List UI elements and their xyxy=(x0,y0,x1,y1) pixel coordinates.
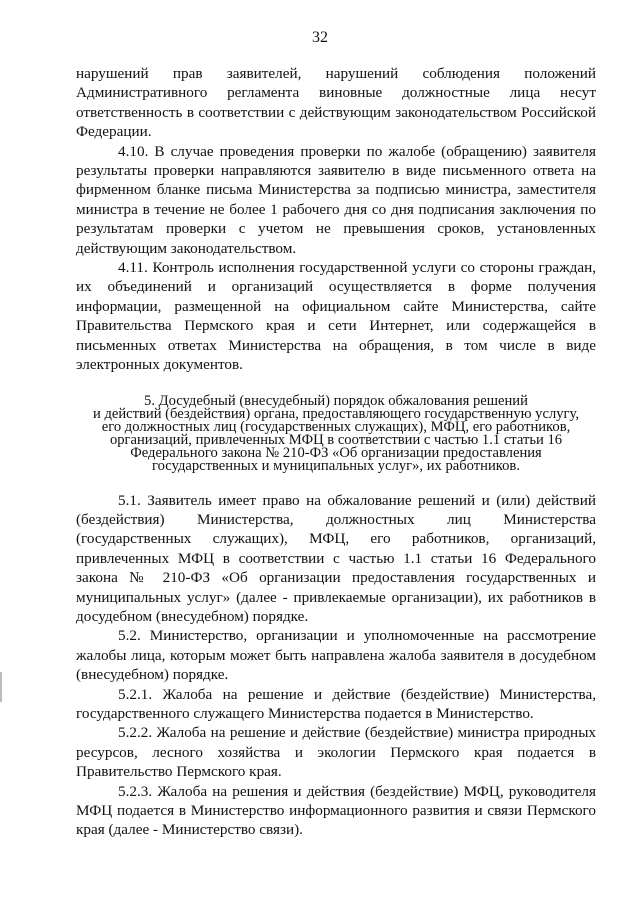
heading-line: 5. Досудебный (внесудебный) порядок обжалования решений xyxy=(144,392,528,409)
paragraph-5-2: 5.2. Министерство, организации и уполномоченные на рассмотрение жалобы лица, которым может быть направлена жалоба заявителя в досудебном (внесудебном) порядке. xyxy=(76,627,596,684)
paragraph-4-10: 4.10. В случае проведения проверки по жалобе (обращению) заявителя результаты проверки направляются заявителю в виде письменного ответа на фирменном бланке письма Министерства за подписью министра, заместителя министра в течение не более 1 рабочего дня со дня подписания заключения по результатам проверки с учетом не превышения сроков, установленных действующим законодательством. xyxy=(76,142,596,257)
heading-line: Федерального закона № 210-ФЗ «Об организации предоставления xyxy=(130,444,542,461)
paragraph-5-1: 5.1. Заявитель имеет право на обжалование решений и (или) действий (бездействия) Министерства, должностных лиц Министерства (государственных служащих), МФЦ, его работников, организаций, привлеченных МФЦ в соответствии с частью 1.1 статьи 16 Федерального закона № 210-ФЗ «Об организации предоставления государственных и муниципальных услуг» (далее - привлекаемые организации), их работников в досудебном (внесудебном) порядке. xyxy=(76,491,596,625)
heading-line: организаций, привлеченных МФЦ в соответствии с частью 1.1 статьи 16 xyxy=(109,431,563,448)
scan-edge-mark xyxy=(0,672,2,702)
top-paragraphs xyxy=(76,64,596,375)
paragraph-5-2-3: 5.2.3. Жалоба на решения и действия (бездействие) МФЦ, руководителя МФЦ подается в Министерство информационного развития и связи Пермского края (далее - Министерство связи). xyxy=(76,782,596,839)
paragraph-5-2-2: 5.2.2. Жалоба на решение и действие (бездействие) министра природных ресурсов, лесного хозяйства и экологии Пермского края подается в Правительство Пермского края. xyxy=(76,724,596,781)
paragraph-5-2-1: 5.2.1. Жалоба на решение и действие (бездействие) Министерства, государственного служащего Министерства подается в Министерство. xyxy=(76,685,596,722)
heading-line: государственных и муниципальных услуг», их работников. xyxy=(152,457,520,474)
paragraph-continuation: нарушений прав заявителей, нарушений соблюдения положений Административного регламента виновные должностные лица несут ответственность в соответствии с действующим законодательством Российской Федерации. xyxy=(76,65,596,141)
section-5-heading xyxy=(76,392,596,474)
heading-line: и действий (бездействия) органа, предоставляющего государственную услугу, xyxy=(92,405,579,422)
document-body xyxy=(76,64,596,840)
bottom-paragraphs xyxy=(76,491,596,840)
page-number: 32 xyxy=(312,29,328,46)
paragraph-4-11: 4.11. Контроль исполнения государственной услуги со стороны граждан, их объединений и организаций осуществляется в форме получения информации, размещенной на официальном сайте Министерства, сайте Правительства Пермского края и сети Интернет, или содержащейся в письменных ответах Министерства на обращения, в том числе в виде электронных документов. xyxy=(76,259,596,374)
heading-line: его должностных лиц (государственных служащих), МФЦ, его работников, xyxy=(101,418,571,435)
